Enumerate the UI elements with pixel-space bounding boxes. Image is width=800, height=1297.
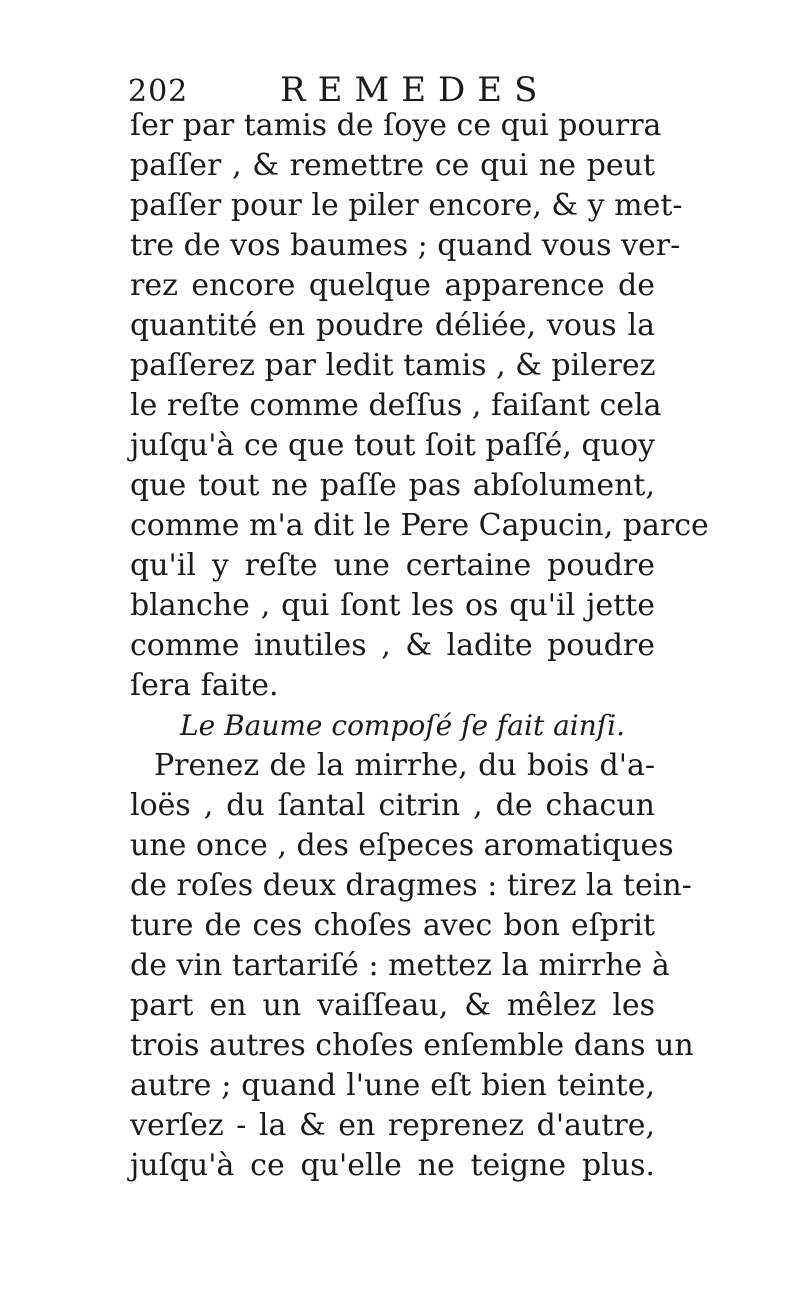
text-line: autre ; quand l'une eſt bien teinte, (130, 1068, 655, 1103)
text-line: comme inutiles , & ladite poudre (130, 628, 655, 663)
text-line: juſqu'à ce qu'elle ne teigne plus. (130, 1148, 655, 1183)
text-line: ture de ces choſes avec bon eſprit (130, 908, 655, 943)
text-line: ſera faite. (130, 668, 279, 703)
text-line: verſez - la & en reprenez d'autre, (130, 1108, 655, 1143)
text-line: tre de vos baumes ; quand vous ver- (130, 228, 681, 263)
text-line: de roſes deux dragmes : tirez la tein- (130, 868, 692, 903)
body-text (130, 106, 709, 1186)
text-line: le reſte comme deſſus , faiſant cela (130, 388, 662, 423)
text-line: paſſer , & remettre ce qui ne peut (130, 148, 655, 183)
section-title: Le Baume compoſé ſe fait ainſi. (180, 709, 625, 742)
text-line: blanche , qui ſont les os qu'il jette (130, 588, 655, 623)
text-line: trois autres choſes enſemble dans un (130, 1028, 694, 1063)
text-line: paſſer pour le piler encore, & y met- (130, 188, 683, 223)
text-line: rez encore quelque apparence de (130, 268, 655, 303)
text-line: part en un vaiſſeau, & mêlez les (130, 988, 655, 1023)
text-line: Prenez de la mirrhe, du bois d'a- (154, 748, 655, 783)
text-line: de vin tartariſé : mettez la mirrhe à (130, 948, 670, 983)
text-line: une once , des eſpeces aromatiques (130, 828, 674, 863)
text-line: ſer par tamis de ſoye ce qui pourra (130, 108, 662, 143)
text-line: paſſerez par ledit tamis , & pilerez (130, 348, 656, 383)
text-line: quantité en poudre déliée, vous la (130, 308, 655, 343)
text-line: juſqu'à ce que tout ſoit paſſé, quoy (130, 428, 655, 463)
page-number: 202 (128, 74, 189, 109)
text-line: comme m'a dit le Pere Capucin, parce (130, 508, 709, 543)
text-line: loës , du ſantal citrin , de chacun (130, 788, 655, 823)
text-line: qu'il y reſte une certaine poudre (130, 548, 655, 583)
text-line: que tout ne paſſe pas abſolument, (130, 468, 655, 503)
running-title: REMEDES (280, 70, 550, 110)
